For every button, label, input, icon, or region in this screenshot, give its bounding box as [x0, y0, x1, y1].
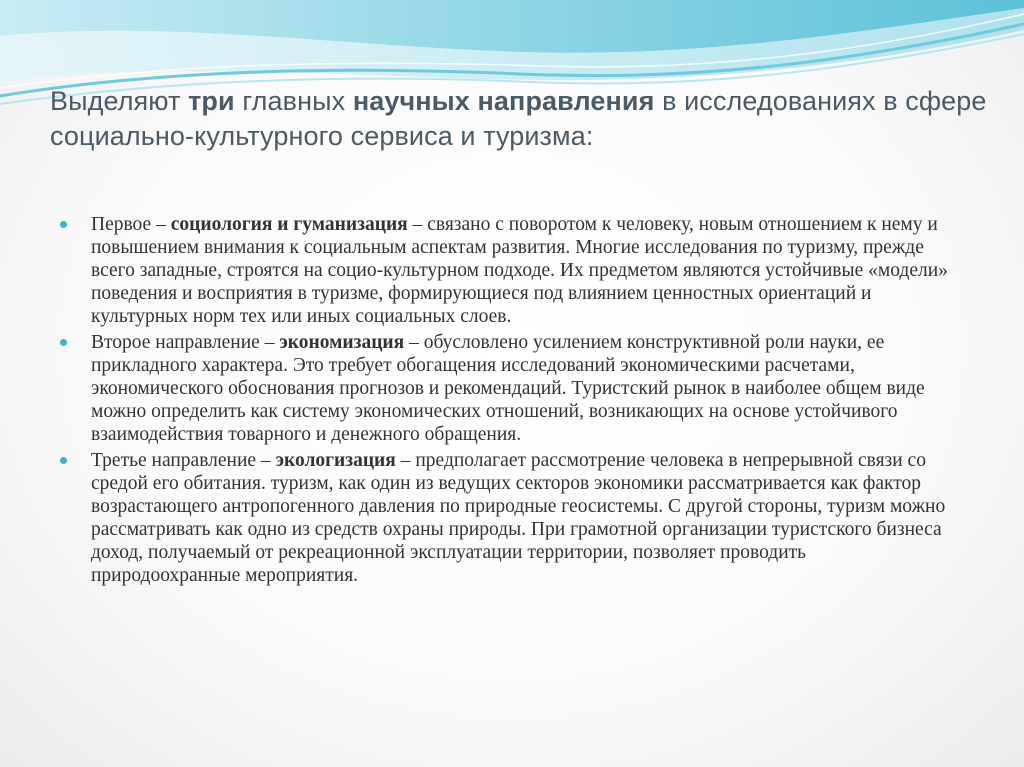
- bullet-dot-icon: [60, 457, 67, 464]
- title-emphasis-1: три: [188, 86, 235, 116]
- bullet-text: – обусловлено усилением конструктивной роли науки, ее прикладного характера. Это требует обогащения исследований экономическими расчетами, экономического обоснования прогнозов и рекомендаций. Туристский рынок в наиболее общем виде можно определить как систему экономических отношений, возникающих на основе устойчивого взаимодействия товарного и денежного обращения.: [91, 332, 925, 445]
- bullet-term: социология и гуманизация: [170, 214, 408, 235]
- bullet-item-sociology: [60, 213, 960, 328]
- bullet-term: экологизация: [275, 450, 396, 471]
- bullet-dot-icon: [60, 221, 67, 228]
- bullet-text: – связано с поворотом к человеку, новым отношением к нему и повышением внимания к социальным аспектам развития. Многие исследования по туризму, прежде всего западные, строятся на социо-культурном подходе. Их предметом являются устойчивые «модели» поведения и восприятия в туризме, формирующиеся под влиянием ценностных ориентаций и культурных норм тех или иных социальных слоев.: [91, 214, 948, 327]
- bullet-list: [60, 213, 960, 590]
- title-text-1: Выделяют: [50, 86, 189, 116]
- bullet-prefix: Третье направление –: [91, 450, 276, 471]
- slide-title: [50, 84, 990, 154]
- bullet-term: экономизация: [279, 332, 405, 353]
- bullet-prefix: Первое –: [91, 214, 171, 235]
- bullet-item-ecologization: [60, 449, 960, 587]
- bullet-text: – предполагает рассмотрение человека в непрерывной связи со средой его обитания. туризм, как один из ведущих секторов экономики рассматривается как фактор возрастающего антропогенного давления по природные геосистемы. С другой стороны, туризм можно рассматривать как одно из средств охраны природы. При грамотной организации туристского бизнеса доход, получаемый от рекреационной эксплуатации территории, позволяет проводить природоохранные мероприятия.: [91, 450, 946, 586]
- bullet-prefix: Второе направление –: [91, 332, 280, 353]
- bullet-dot-icon: [60, 339, 67, 346]
- title-text-2: главных: [234, 86, 353, 116]
- title-emphasis-2: научных направления: [352, 86, 655, 116]
- bullet-item-economization: [60, 331, 960, 446]
- title-text-3: в исследованиях в сфере социально-культурного сервиса и туризма:: [50, 86, 987, 151]
